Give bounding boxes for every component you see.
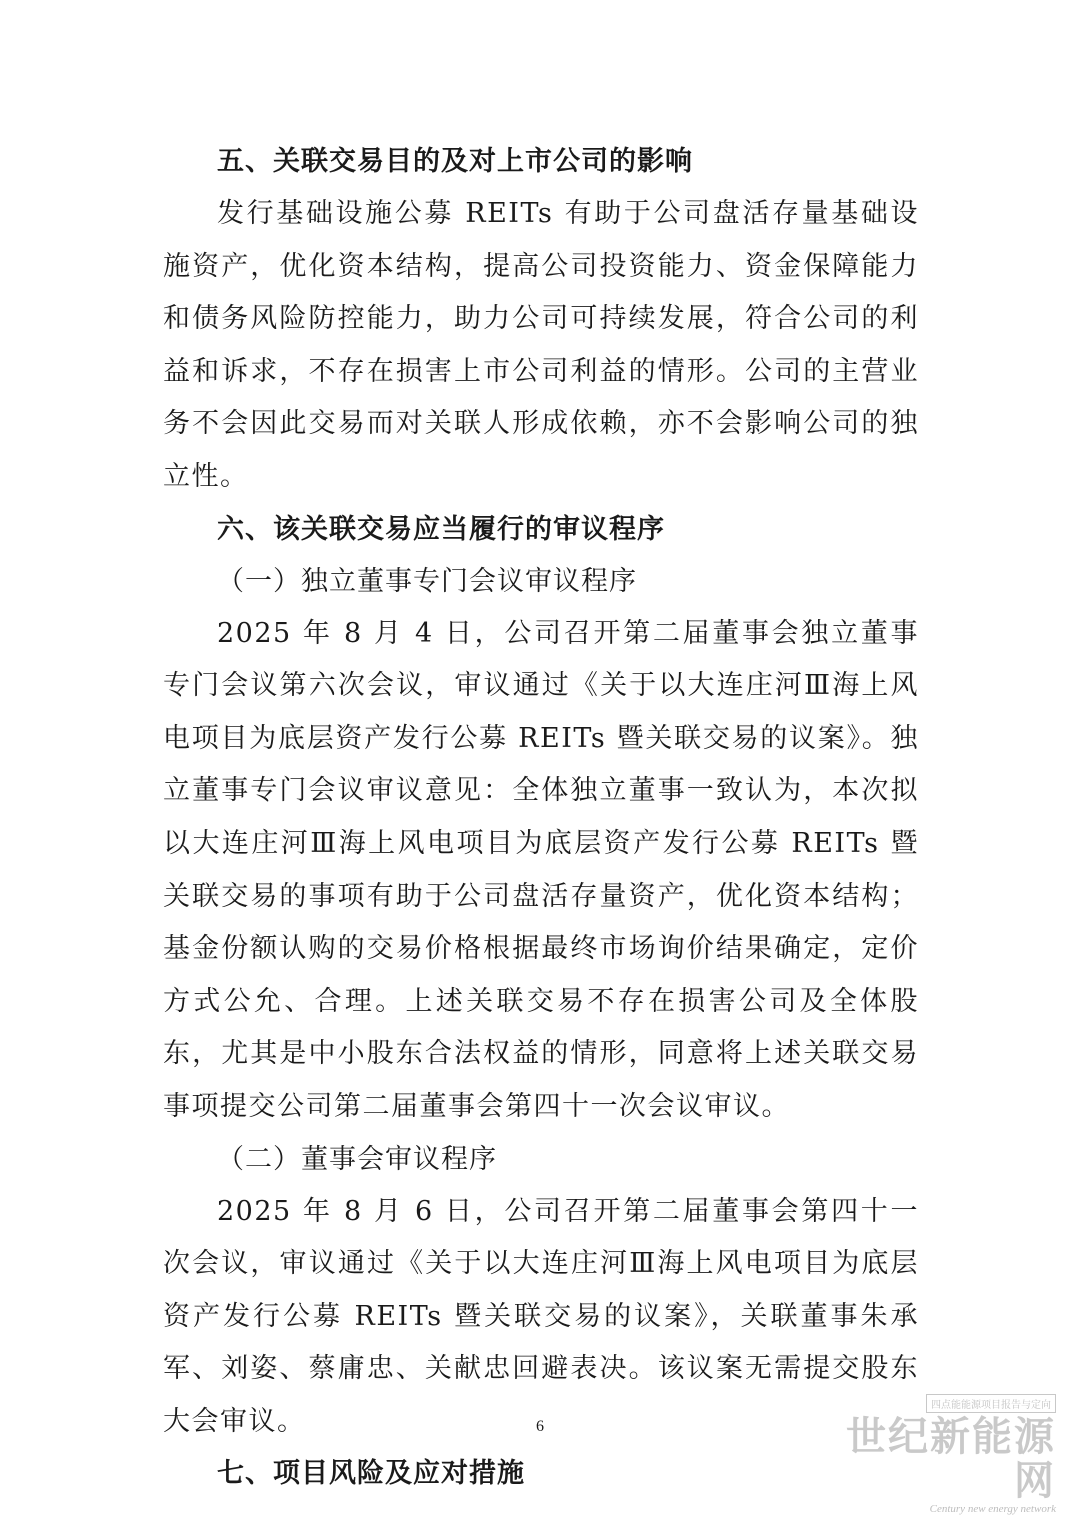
section-6-subheading-1: （一）独立董事专门会议审议程序 <box>217 565 637 597</box>
section-7-heading: 七、项目风险及应对措施 <box>217 1458 525 1490</box>
watermark-subtitle: Century new energy network <box>929 1503 1056 1515</box>
section-6-paragraph-2: 2025 年 8 月 6 日，公司召开第二届董事会第四十一次会议，审议通过《关于以大连庄河Ⅲ海上风电项目为底层资产发行公募 REITs 暨关联交易的议案》，关联董事朱承军、刘姿、蔡庸忠、关献忠回避表决。该议案无需提交股东大会审议。 <box>163 1195 919 1437</box>
watermark-logo <box>831 1393 1056 1515</box>
section-5-heading: 五、关联交易目的及对上市公司的影响 <box>217 146 693 177</box>
section-6-paragraph-1: 2025 年 8 月 4 日，公司召开第二届董事会独立董事专门会议第六次会议，审议通过《关于以大连庄河Ⅲ海上风电项目为底层资产发行公募 REITs 暨关联交易的议案》。独立董事专门会议审议意见：全体独立董事一致认为，本次拟以大连庄河Ⅲ海上风电项目为底层资产发行公募 REITs 暨关联交易的事项有助于公司盘活存量资产，优化资本结构；基金份额认购的交易价格根据最终市场询价结果确定，定价方式公允、合理。上述关联交易不存在损害公司及全体股东，尤其是中小股东合法权益的情形，同意将上述关联交易事项提交公司第二届董事会第四十一次会议审议。 <box>163 617 919 1122</box>
page-number: 6 <box>536 1418 544 1435</box>
watermark-title: 世纪新能源网 <box>846 1413 1056 1504</box>
section-6-subheading-2: （二）董事会审议程序 <box>217 1143 497 1175</box>
section-6-heading: 六、该关联交易应当履行的审议程序 <box>217 513 665 545</box>
watermark-tagline: 四点能能源项目报告与定向 <box>926 1394 1056 1413</box>
document-body <box>163 136 919 1500</box>
section-5-paragraph: 发行基础设施公募 REITs 有助于公司盘活存量基础设施资产，优化资本结构，提高公司投资能力、资金保障能力和债务风险防控能力，助力公司可持续发展，符合公司的利益和诉求，不存在损害上市公司利益的情形。公司的主营业务不会因此交易而对关联人形成依赖，亦不会影响公司的独立性。 <box>163 198 919 492</box>
